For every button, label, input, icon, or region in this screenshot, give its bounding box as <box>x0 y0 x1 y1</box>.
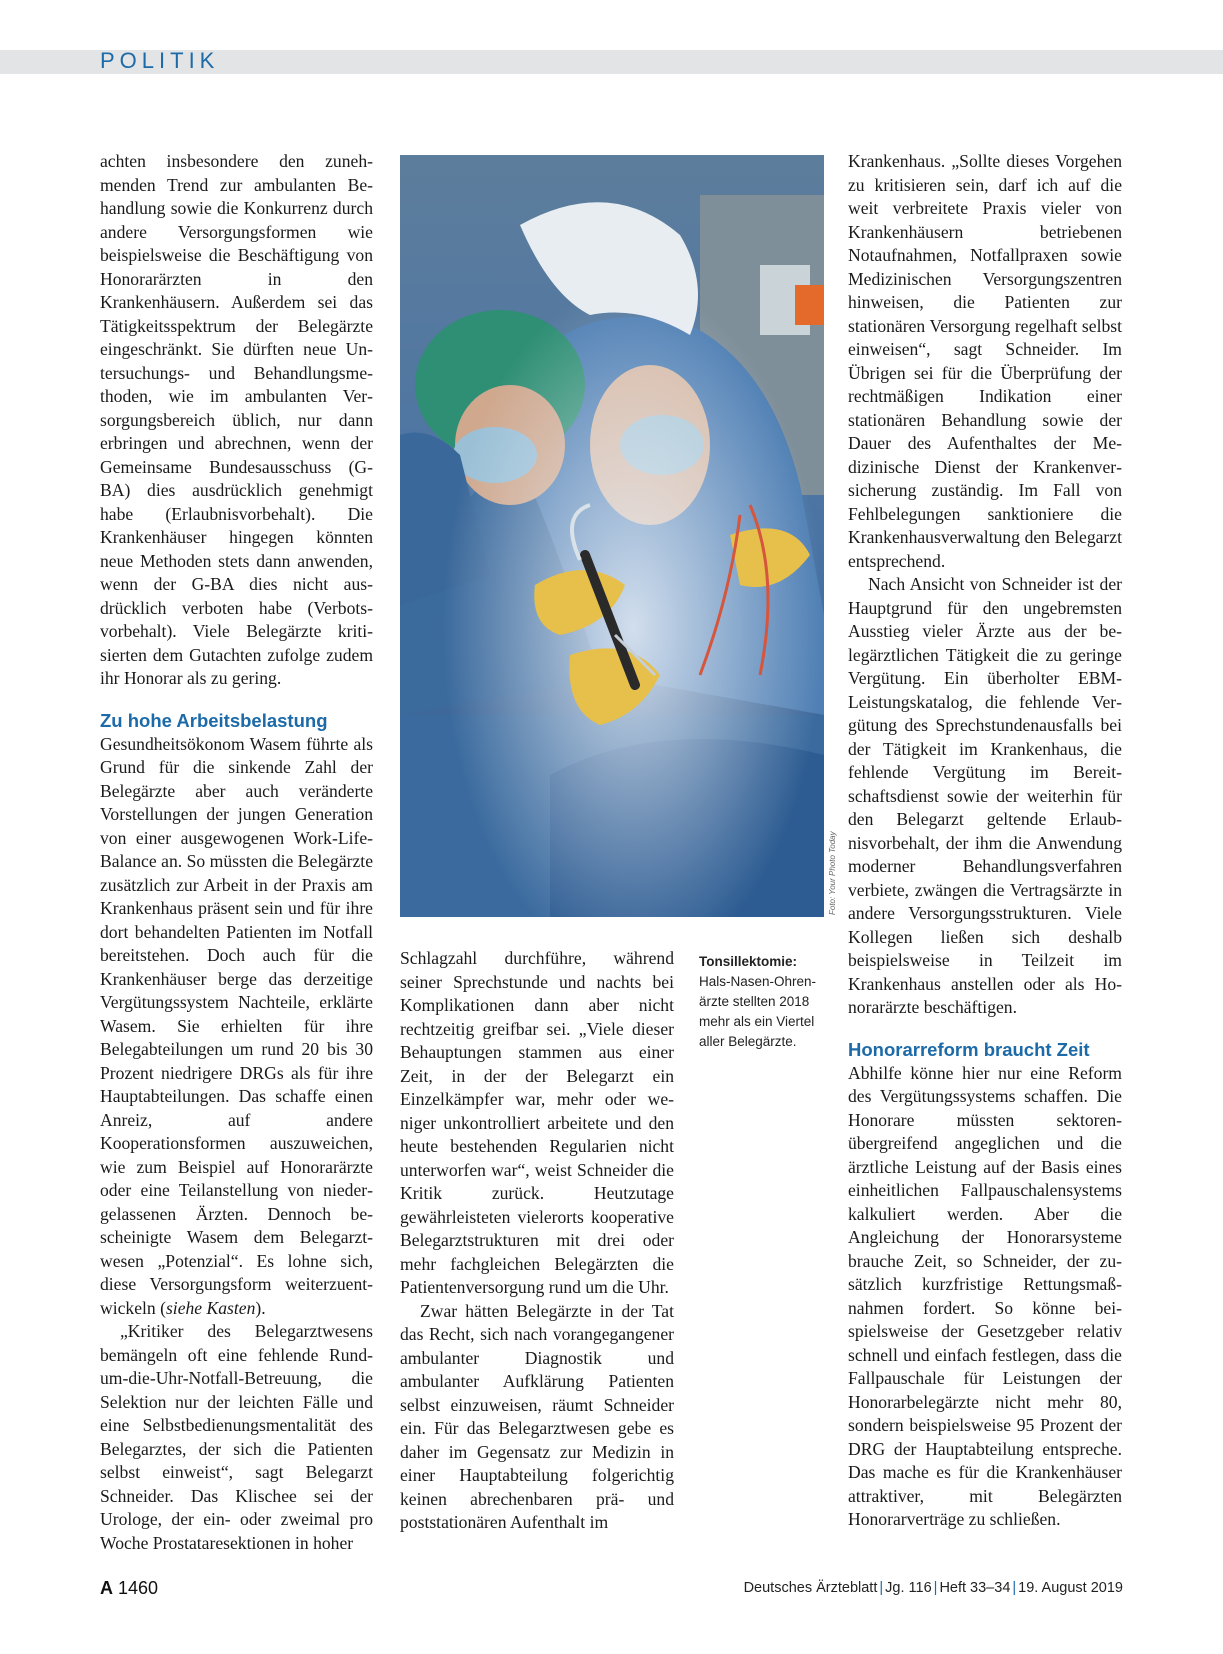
subheading-honorarreform: Honorarreform braucht Zeit <box>848 1038 1090 1060</box>
paragraph: Schlagzahl durchführe, während seiner Sprechstunde und nachts bei Komplikationen dann aber nicht rechtzeitig greifbar sei. „Viele dieser Behauptungen stammen aus einer Zeit, in der der Belegarzt ein Einzelkämpfer war, mehr oder weniger unkontrolliert arbeitete und den heute bestehenden Regularien nicht unterworfen war“, weist Schneider die Kritik zurück. Heutzutage gewährleisteten vielerorts kooperative Belegarztstrukturen mit drei oder mehr fachgleichen Belegärzten die Patientenversorgung rund um die Uhr. <box>400 948 674 1297</box>
paragraph: Zwar hätten Belegärzte in der Tat das Recht, sich nach vorangegangener ambulanter Diagnostik und ambulanter Aufklärung Patienten selbst einzuweisen, räumt Schneider ein. Für das Belegarztwesen gebe es daher im Gegensatz zur Medizin in einer Hauptabteilung folgerichtig keinen abrechenbaren prä- und poststationären Aufenthalt im <box>400 1300 674 1532</box>
page-number: A 1460 <box>100 1578 159 1598</box>
section-label: POLITIK <box>100 48 220 73</box>
journal-info: Deutsches Ärzteblatt | Jg. 116 | Heft 33–34 | 19. August 2019 <box>743 1580 1123 1596</box>
paragraph: Abhilfe könne hier nur eine Reform des Vergütungssystems schaffen. Die Honorare müssten sektorenübergreifend angeglichen und die ärztliche Leistung auf der Basis eines einheitlichen Fallpauschalensystems kalkuliert werden. Aber die Angleichung der Honorarsysteme brauche Zeit, so Schneider, der zusätzlich kurzfristige Rettungsmaßnahmen fordert. So könne beispielsweise der Gesetzgeber relativ schnell und einfach festlegen, dass die Fallpauschale für Leistungen der Honorarbelegärzte nicht mehr 80, sondern beispielsweise 95 Prozent der DRG der Hauptabteilung entspreche. Das mache es für die Krankenhäuser attraktiver, mit Belegärzten Honorarverträge zu schließen. <box>848 1062 1122 1529</box>
photo-caption <box>699 952 829 1052</box>
journal-volume: Jg. 116 <box>885 1580 932 1596</box>
caption-text: Hals-Nasen-Ohrenärzte stellten 2018 mehr als ein Viertel aller Belegärzte. <box>699 974 817 1049</box>
subheading-arbeitsbelastung: Zu hohe Arbeitsbelastung <box>100 709 328 731</box>
cross-reference: siehe Kasten <box>165 1297 256 1318</box>
column-3 <box>848 150 1122 1532</box>
journal-issue: Heft 33–34 <box>939 1580 1011 1596</box>
column-1 <box>100 150 373 1555</box>
paragraph: „Kritiker des Belegarztwesens bemängeln oft eine fehlende Rund-um-die-Uhr-Notfall-Betreuung, die Selektion nur der leichten Fälle und eine Selbstbedienungsmentalität des Belegarztes, der sich die Patienten selbst einweist“, sagt Belegarzt Schneider. Das Klischee sei der Urologe, der ein- oder zweimal pro Woche Prostataresektionen in hoher <box>100 1321 373 1553</box>
column-2 <box>400 947 674 1535</box>
caption-title: Tonsillektomie: <box>699 954 798 969</box>
paragraph: Nach Ansicht von Schneider ist der Hauptgrund für den ungebremsten Ausstieg vieler Ärzte aus der belegärztlichen Tätigkeit die zu geringe Vergütung. Ein überholter EBM-Leistungskatalog, die fehlende Vergütung des Sprechstundenausfalls bei der Tätigkeit im Krankenhaus, die fehlende Vergütung im Bereitschaftsdienst sowie der weiterhin für den Belegarzt geltende Erlaubnisvorbehalt, der ihm die Anwendung moderner Behandlungsverfahren verbiete, zwängen die Vertragsärzte in andere Versorgungsstrukturen. Viele Kollegen ließen sich deshalb beispielsweise in Teilzeit im Krankenhaus anstellen oder als Honorarärzte beschäftigen. <box>848 574 1122 1017</box>
paragraph: achten insbesondere den zunehmenden Trend zur ambulanten Behandlung sowie die Konkurrenz durch andere Versorgungsformen wie beispielsweise die Beschäftigung von Honorarärzten in den Krankenhäusern. Außerdem sei das Tätigkeitsspektrum der Belegärzte eingeschränkt. Sie dürften neue Untersuchungs- und Behandlungsmethoden, wie im ambulanten Versorgungsbereich üblich, nur dann erbringen und abrechnen, wenn der Gemeinsame Bundesausschuss (G-BA) dies ausdrücklich genehmigt habe (Erlaubnisvorbehalt). Die Krankenhäuser hingegen könnten neue Methoden stets dann anwenden, wenn der G-BA dies nicht ausdrücklich verboten habe (Verbotsvorbehalt). Viele Belegärzte kritisierten dem Gutachten zufolge zudem ihr Honorar als zu gering. <box>100 151 373 688</box>
photo-credit: Foto: Your Photo Today <box>828 831 837 915</box>
paragraph: Gesundheitsökonom Wasem führte als Grund für die sinkende Zahl der Belegärzte aber auch veränderte Vorstellungen der jungen Generation von einer ausgewogenen Work-Life-Balance an. So müssten die Belegärzte zusätzlich zur Arbeit in der Praxis am Krankenhaus präsent sein und für ihre dort behandelten Patienten im Notfall bereitstehen. Doch auch für die Krankenhäuser berge das derzeitige Vergütungssystem Nachteile, erklärte Wasem. Sie erhielten für ihre Belegabteilungen um rund 20 bis 30 Prozent niedrigere DRGs als für ihre Hauptabteilungen. Das schaffe einen Anreiz, auf andere Kooperationsformen auszuweichen, wie zum Beispiel auf Honorarärzte oder eine Teilanstellung von niedergelassenen Ärzten. Dennoch bescheinigte Wasem dem Belegarztwesen „Potenzial“. Es lohne sich, diese Versorgungsform weiterzuentwickeln (siehe Kasten). <box>100 733 373 1318</box>
journal-date: 19. August 2019 <box>1018 1580 1123 1596</box>
journal-name: Deutsches Ärzteblatt <box>743 1580 878 1596</box>
paragraph: Krankenhaus. „Sollte dieses Vorgehen zu kritisieren sein, darf ich auf die weit verbreitete Praxis vieler von Krankenhäusern betriebenen Notaufnahmen, Notfallpraxen sowie Medizinischen Versorgungszentren hinweisen, die Patienten zur stationären Versorgung regelhaft selbst einweisen“, sagt Schneider. Im Übrigen sei für die Überprüfung der rechtmäßigen Indikation einer stationären Behandlung sowie der Dauer des Aufenthaltes der Medizinische Dienst der Krankenversicherung zuständig. Im Fall von Fehlbelegungen sanktioniere die Krankenhausverwaltung den Belegarzt entsprechend. <box>848 151 1122 571</box>
surgery-photo <box>400 155 824 917</box>
